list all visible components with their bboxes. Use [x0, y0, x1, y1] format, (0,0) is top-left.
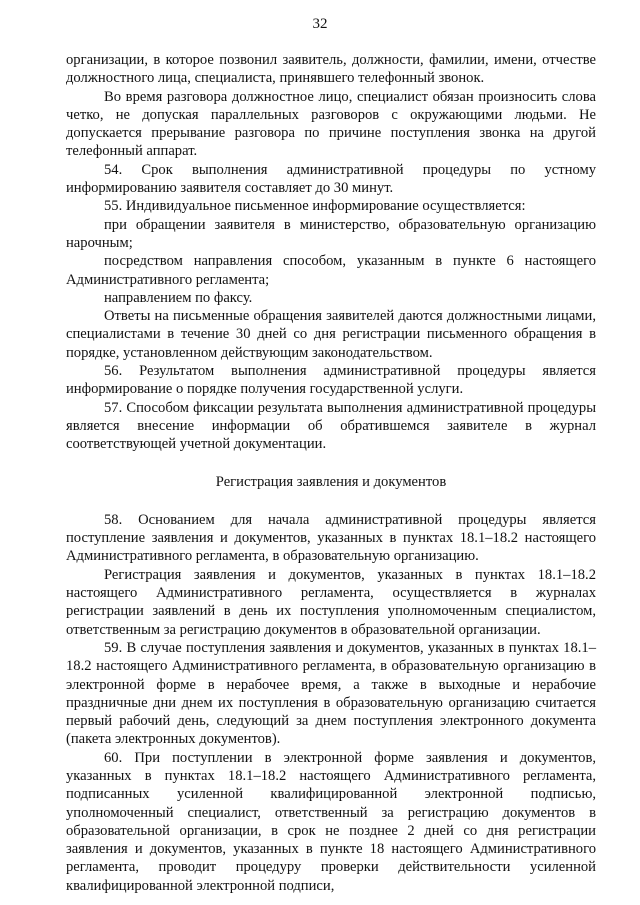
page-number: 32 [312, 16, 328, 32]
paragraph: 58. Основанием для начала административной процедуры является поступление заявления и документов, указанных в пунктах 18.1–18.2 настоящего Административного регламента, в образовательную организацию. [66, 511, 596, 565]
document-body [66, 51, 596, 895]
section-heading: Регистрация заявления и документов [215, 473, 447, 490]
paragraphs-before-heading [66, 51, 596, 454]
paragraph: Регистрация заявления и документов, указанных в пунктах 18.1–18.2 настоящего Административного регламента, осуществляется в журналах регистрации заявлений в день их поступления уполномоченным специалистом, ответственным за регистрацию документов в образовательной организации. [66, 566, 596, 638]
paragraph: при обращении заявителя в министерство, образовательную организацию нарочным; [66, 216, 596, 251]
paragraph: Ответы на письменные обращения заявителей даются должностными лицами, специалистами в течение 30 дней со дня регистрации письменного обращения в порядке, установленном действующим законодательством. [66, 308, 596, 361]
paragraph: Во время разговора должностное лицо, специалист обязан произносить слова четко, не допуская параллельных разговоров с окружающими людьми. Не допускается прерывание разговора по причине поступления звонка на другой телефонный аппарат. [66, 88, 596, 160]
paragraphs-after-heading [66, 511, 596, 895]
paragraph: организации, в которое позвонил заявитель, должности, фамилии, имени, отчестве должностного лица, специалиста, принявшего телефонный звонок. [66, 52, 596, 87]
paragraph: посредством направления способом, указанным в пункте 6 настоящего Административного регламента; [66, 253, 596, 288]
paragraph: 60. При поступлении в электронной форме заявления и документов, указанных в пунктах 18.1–18.2 настоящего Административного регламента, подписанных усиленной квалифицированной электронной подписью, уполномоченный специалист, ответственный за регистрацию документов в образовательной организации, в срок не позднее 2 дней со дня регистрации заявления и документов, указанных в пункте 18 настоящего Административного регламента, проводит процедуру проверки действительности усиленной квалифицированной электронной подписи, [66, 749, 596, 894]
paragraph: 56. Результатом выполнения административной процедуры является информирование о порядке получения государственной услуги. [66, 363, 596, 398]
paragraph: 57. Способом фиксации результата выполнения административной процедуры является внесение информации об обратившемся заявителе в журнал соответствующей учетной документации. [66, 399, 596, 453]
paragraph: 54. Срок выполнения административной процедуры по устному информированию заявителя составляет до 30 минут. [66, 161, 596, 197]
paragraph: направлением по факсу. [104, 289, 253, 306]
paragraph: 59. В случае поступления заявления и документов, указанных в пунктах 18.1–18.2 настоящего Административного регламента, в образовательную организацию в электронной форме в нерабочее время, а также в выходные и нерабочие праздничные дни днем их поступления в образовательную организацию считается первый рабочий день, следующий за днем поступления электронного документа (пакета электронных документов). [66, 639, 596, 748]
paragraph: 55. Индивидуальное письменное информирование осуществляется: [104, 198, 526, 215]
